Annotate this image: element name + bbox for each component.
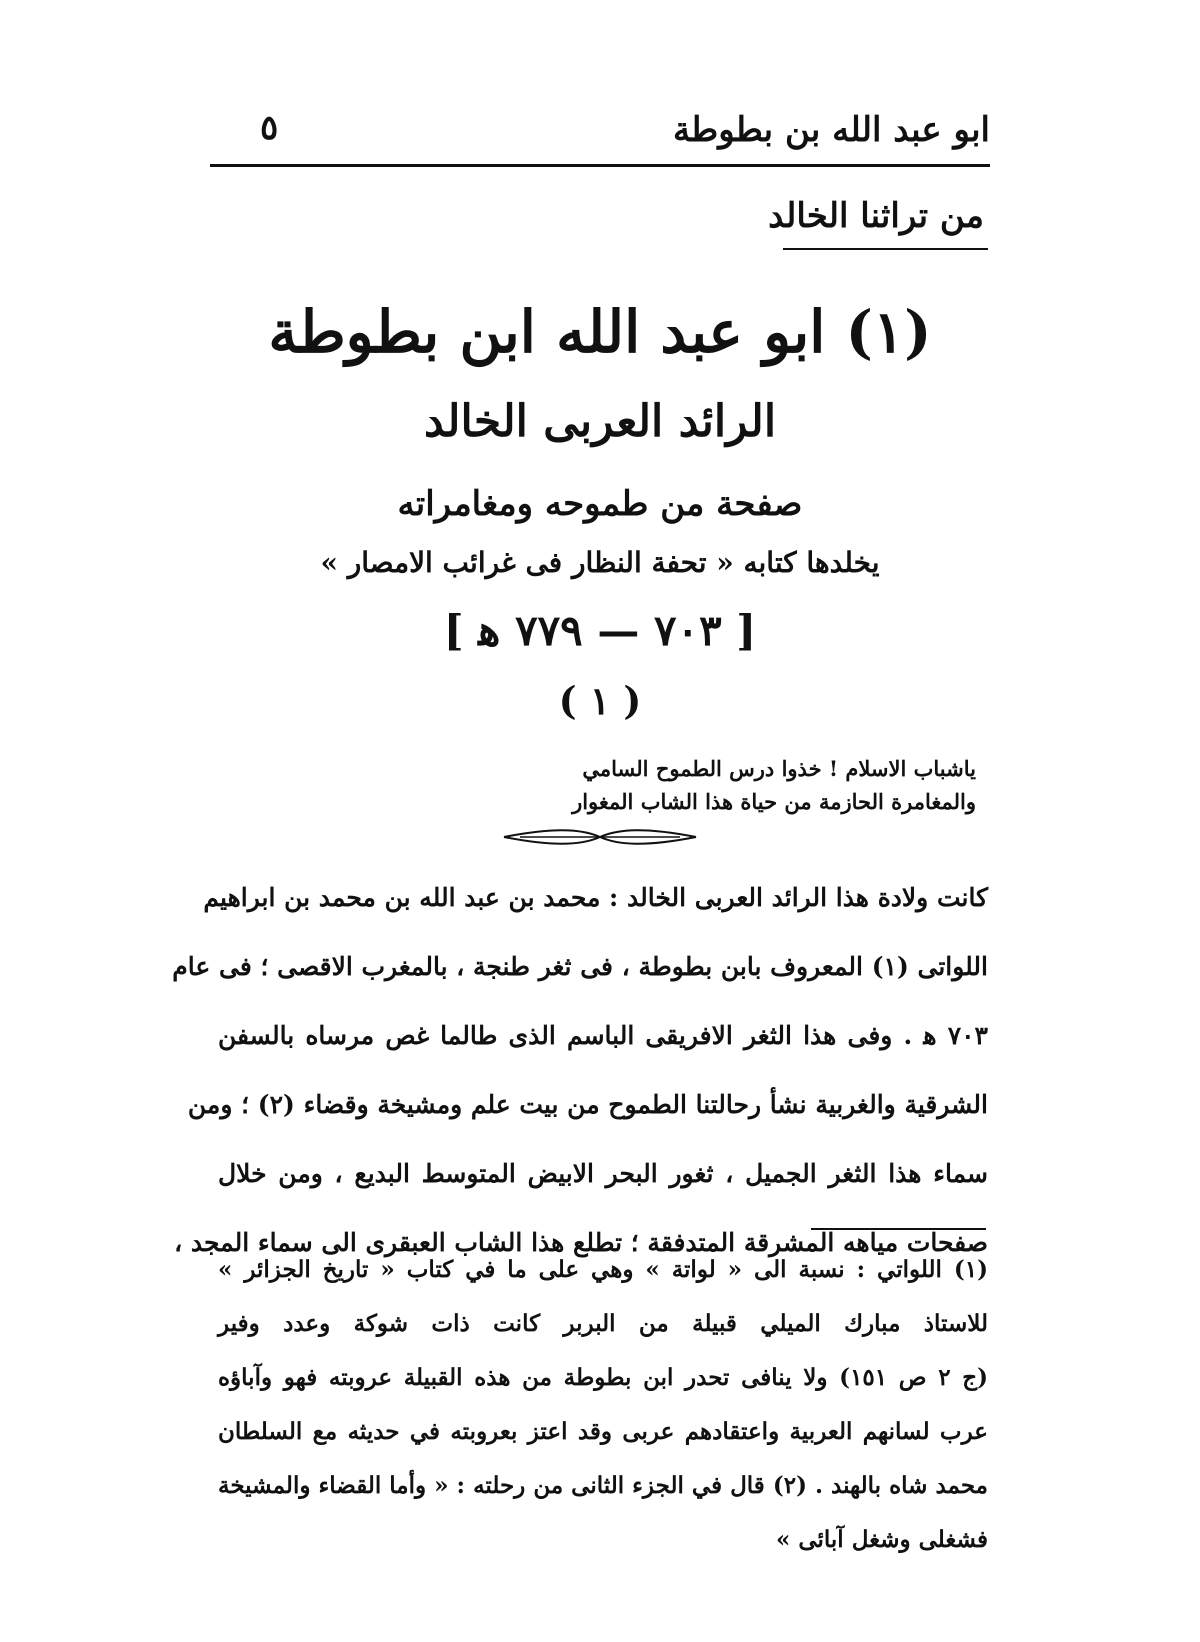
body-line: كانت ولادة هذا الرائد العربى الخالد : محمد بن عبد الله بن محمد بن ابراهيم: [203, 883, 988, 912]
running-header: [210, 104, 990, 160]
book-reference-line: يخلدها كتابه « تحفة النظار فى غرائب الامصار »: [320, 546, 880, 579]
footnote-line: محمد شاه بالهند . (٢) قال في الجزء الثانى من رحلته : « وأما القضاء والمشيخة: [218, 1472, 988, 1499]
header-rule: [210, 164, 990, 167]
footnote-line: للاستاذ مبارك الميلي قبيلة من البربر كانت ذات شوكة وعدد وفير: [218, 1310, 988, 1337]
body-line: ٧٠٣ ﻫ . وفى هذا الثغر الافريقى الباسم الذى طالما غص مرساه بالسفن: [218, 1021, 988, 1050]
part-number: ( ١ ): [558, 678, 642, 723]
running-title: ابو عبد الله بن بطوطة: [672, 110, 990, 150]
body-line: صفحات مياهه المشرقة المتدفقة ؛ تطلع هذا الشاب العبقرى الى سماء المجد ،: [174, 1228, 988, 1257]
date-range: [ ٧٠٣ — ٧٧٩ ﻫ ]: [443, 606, 757, 655]
series-label: من تراثنا الخالد: [768, 196, 984, 236]
ornament-divider-icon: [500, 826, 700, 848]
footnote-line: (١) اللواتي : نسبة الى « لواتة » وهي على ما في كتاب « تاريخ الجزائر »: [218, 1256, 988, 1283]
epigraph-line: ياشباب الاسلام ! خذوا درس الطموح السامي: [582, 756, 976, 781]
footnote-line: عرب لسانهم العربية واعتقادهم عربى وقد اعتز بعروبته في حديثه مع السلطان: [218, 1418, 988, 1445]
footnote-rule: [811, 1228, 986, 1230]
article-subtitle: الرائد العربى الخالد: [423, 396, 777, 447]
article-title: (١) ابو عبد الله ابن بطوطة: [268, 298, 932, 366]
epigraph-line: والمغامرة الحازمة من حياة هذا الشاب المغوار: [572, 789, 976, 814]
page-number: ٥: [260, 108, 279, 148]
footnotes: [218, 1246, 988, 1570]
body-line: اللواتى (١) المعروف بابن بطوطة ، فى ثغر طنجة ، بالمغرب الاقصى ؛ فى عام: [172, 952, 988, 981]
epigraph: [546, 752, 976, 818]
footnote-line: (ج ٢ ص ١٥١) ولا ينافى تحدر ابن بطوطة من هذه القبيلة عروبته فهو وآباؤه: [218, 1364, 988, 1391]
body-line: الشرقية والغربية نشأ رحالتنا الطموح من بيت علم ومشيخة وقضاء (٢) ؛ ومن: [187, 1090, 988, 1119]
footnote-line: فشغلى وشغل آبائى »: [775, 1526, 988, 1553]
article-tagline: صفحة من طموحه ومغامراته: [397, 484, 803, 524]
body-text: [172, 868, 988, 1282]
body-line: سماء هذا الثغر الجميل ، ثغور البحر الابيض المتوسط البديع ، ومن خلال: [218, 1159, 988, 1188]
series-underline: [783, 248, 988, 250]
